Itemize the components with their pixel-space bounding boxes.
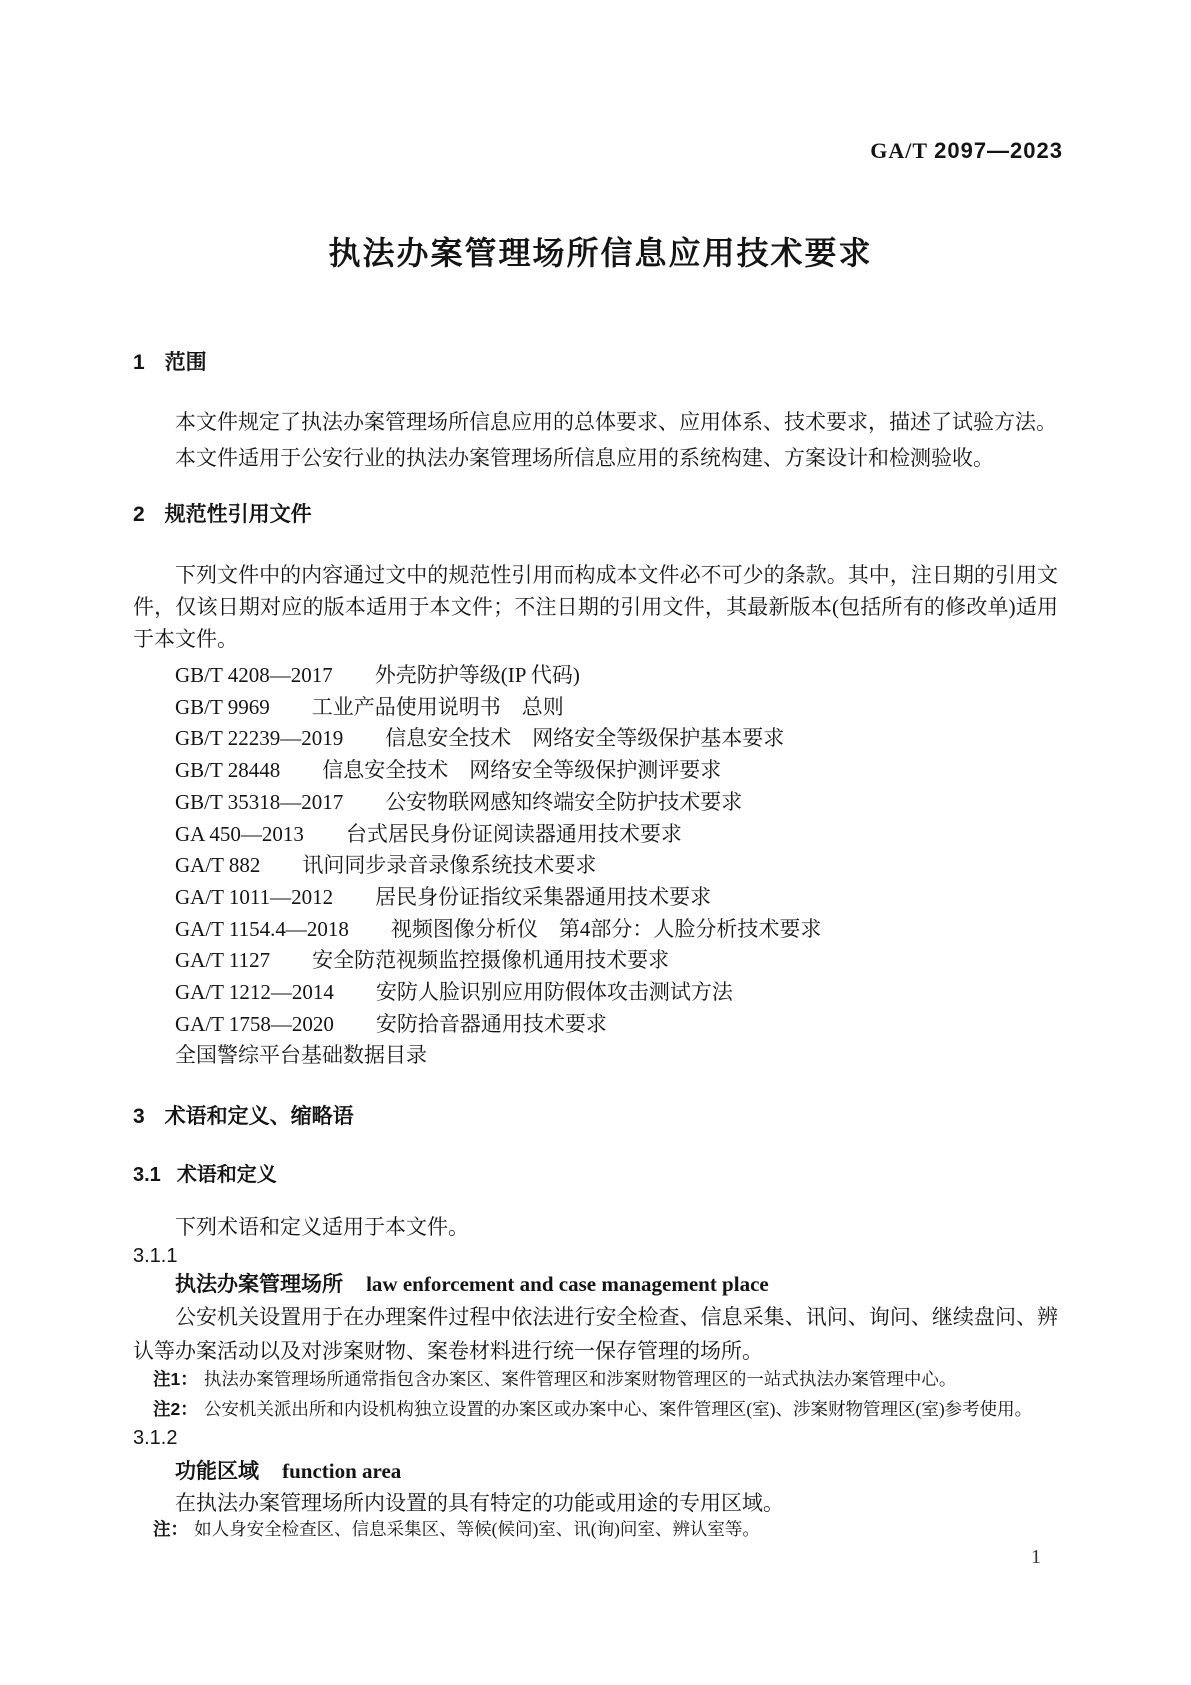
standard-code	[870, 138, 1063, 164]
term-en: law enforcement and case management place	[366, 1272, 769, 1296]
standard-code-prefix: GA/T	[870, 138, 928, 163]
note-text: 公安机关派出所和内设机构独立设置的办案区或办案中心、案件管理区(室)、涉案财物管理区(室)参考使用。	[203, 1399, 1033, 1419]
scope-paragraph: 本文件规定了执法办案管理场所信息应用的总体要求、应用体系、技术要求，描述了试验方法。	[175, 410, 1057, 434]
reference-item: GA 450—2013 台式居民身份证阅读器通用技术要求	[175, 821, 682, 846]
term-note	[133, 1398, 1078, 1422]
terms-intro: 下列术语和定义适用于本文件。	[175, 1215, 469, 1239]
reference-item: GA/T 1154.4—2018 视频图像分析仪 第4部分：人脸分析技术要求	[175, 916, 822, 941]
scope-paragraph: 本文件适用于公安行业的执法办案管理场所信息应用的系统构建、方案设计和检测验收。	[175, 446, 994, 470]
term-note	[133, 1518, 1078, 1542]
reference-item: GB/T 22239—2019 信息安全技术 网络安全等级保护基本要求	[175, 726, 785, 751]
reference-item: GA/T 1758—2020 安防拾音器通用技术要求	[175, 1011, 607, 1036]
term-zh: 功能区域	[175, 1460, 259, 1483]
section-number: 3	[133, 1105, 145, 1128]
standard-code-number: 2097—2023	[934, 138, 1063, 163]
scope-paragraphs	[133, 404, 1058, 476]
note-label: 注：	[153, 1519, 188, 1539]
section-heading-scope	[133, 350, 1058, 375]
subsection-number: 3.1	[133, 1164, 161, 1186]
references-intro: 下列文件中的内容通过文中的规范性引用而构成本文件必不可少的条款。其中，注日期的引用文件，仅该日期对应的版本适用于本文件；不注日期的引用文件，其最新版本(包括所有的修改单)适用于本文件。	[133, 563, 1058, 651]
section-heading-references	[133, 502, 1058, 527]
note-text: 如人身安全检查区、信息采集区、等候(候问)室、讯(询)问室、辨认室等。	[194, 1519, 760, 1539]
term-zh: 执法办案管理场所	[175, 1273, 343, 1296]
note-label: 注2：	[153, 1399, 198, 1419]
section-title: 规范性引用文件	[164, 503, 312, 526]
reference-item: GA/T 1127 安全防范视频监控摄像机通用技术要求	[175, 948, 670, 973]
reference-item: GB/T 4208—2017 外壳防护等级(IP 代码)	[175, 663, 580, 687]
reference-item: GB/T 28448 信息安全技术 网络安全等级保护测评要求	[175, 758, 722, 783]
term-entry-3-1-2	[133, 1458, 1100, 1485]
term-en: function area	[282, 1459, 402, 1483]
term-note	[133, 1368, 1078, 1392]
note-text: 执法办案管理场所通常指包含办案区、案件管理区和涉案财物管理区的一站式执法办案管理中心。	[203, 1369, 957, 1389]
term-entry-3-1-1	[133, 1271, 1100, 1298]
clause-number-3-1-1: 3.1.1	[133, 1245, 178, 1267]
references-list	[133, 660, 1058, 1072]
reference-item: 全国警综平台基础数据目录	[175, 1043, 427, 1068]
term-definition: 在执法办案管理场所内设置的具有特定的功能或用途的专用区域。	[175, 1491, 784, 1515]
section-title: 范围	[164, 351, 207, 374]
reference-item: GA/T 1212—2014 安防人脸识别应用防假体攻击测试方法	[175, 980, 733, 1005]
reference-item: GA/T 882 讯问同步录音录像系统技术要求	[175, 853, 597, 878]
reference-item: GA/T 1011—2012 居民身份证指纹采集器通用技术要求	[175, 884, 712, 909]
note-label: 注1：	[153, 1369, 198, 1389]
page-number: 1	[1031, 1546, 1041, 1568]
clause-number-3-1-2: 3.1.2	[133, 1427, 178, 1449]
term-definition: 公安机关设置用于在办理案件过程中依法进行安全检查、信息采集、讯问、询问、继续盘问、辨认等办案活动以及对涉案财物、案卷材料进行统一保存管理的场所。	[133, 1305, 1058, 1363]
section-number: 2	[133, 503, 145, 526]
document-title: 执法办案管理场所信息应用技术要求	[328, 235, 873, 271]
section-title: 术语和定义、缩略语	[164, 1105, 354, 1128]
subsection-title: 术语和定义	[176, 1164, 277, 1186]
reference-item: GB/T 9969 工业产品使用说明书 总则	[175, 694, 564, 719]
reference-item: GB/T 35318—2017 公安物联网感知终端安全防护技术要求	[175, 789, 743, 814]
section-heading-terms	[133, 1104, 1058, 1129]
section-number: 1	[133, 351, 145, 374]
subsection-heading-terms	[133, 1163, 1058, 1187]
